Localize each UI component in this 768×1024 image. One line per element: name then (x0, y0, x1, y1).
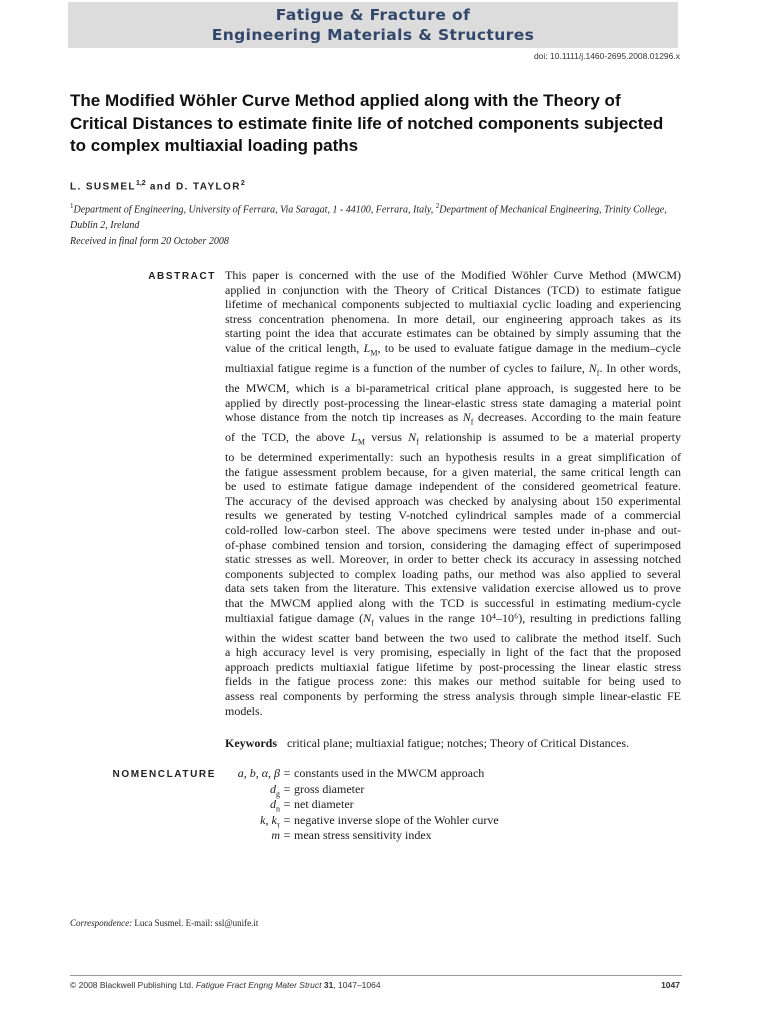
keywords-label: Keywords (225, 736, 277, 750)
abstract-line: approach predicts multiaxial fatigue lifetime by post-processing the linear elastic stress (225, 659, 681, 674)
nomenclature-definition: gross diameter (294, 781, 365, 796)
abstract-line: of-phase combined tension and torsion, considering the damaging effect of superimposed (225, 537, 681, 552)
abstract-line: the MWCM, which is a bi-parametrical critical plane approach, is suggested here to be (225, 380, 681, 395)
equals-sign: = (283, 766, 291, 780)
author-name[interactable]: D. TAYLOR (176, 181, 241, 193)
page-number: 1047 (661, 980, 680, 990)
abstract-line: starting point the idea that accurate estimates can be obtained by simply assuming that the (225, 326, 681, 341)
author-affil-marker: 2 (240, 180, 245, 187)
abstract-line: within the widest scatter band between the two used to calibrate the method itself. Such (225, 630, 681, 645)
nomenclature-symbol: k, $k_\tau$ (260, 812, 280, 830)
abstract-line: applied in conjunction with the Theory of Critical Distances (TCD) to estimate fatigue (225, 282, 681, 297)
author-conjunction: and (145, 181, 177, 193)
abstract-line: multiaxial fatigue regime is a function of the number of cycles to failure, $N_f$. In other words, (225, 360, 682, 378)
abstract-line: the fatigue assessment problem because, for a given material, the same critical length can (225, 464, 681, 479)
abstract-line: value of the critical length, $L_M$, to be used to evaluate fatigue damage in the medium–cycle (225, 340, 681, 358)
abstract-line: components subjected to complex loading paths, our method was also applied to several (225, 566, 681, 581)
abstract-line: cold-rolled low-carbon steel. The above specimens were tested under in-phase and out- (225, 523, 681, 538)
abstract-line: of the TCD, the above $L_M$ versus $N_f$ relationship is assumed to be a material property (225, 430, 681, 447)
author-affil-marker: 1,2 (135, 180, 146, 187)
footer-copyright: © 2008 Blackwell Publishing Ltd. (70, 980, 196, 990)
abstract-line: results we generated by testing V-notched cylindrical samples made of a commercial (225, 508, 681, 523)
abstract-line: stress concentration phenomena. In more detail, our engineering approach takes as its (225, 311, 681, 326)
journal-title-line-2: Engineering Materials & Structures (211, 26, 535, 44)
abstract-line: lifetime of mechanical components subjected to multiaxial cyclic loading and experiencing (225, 297, 681, 312)
equals-sign: = (283, 797, 291, 812)
abstract-line: whose distance from the notch tip increases as $N_f$ decreases. According to the main feature (225, 410, 682, 427)
abstract-line: models. (225, 703, 263, 718)
equals-sign: = (283, 781, 291, 796)
nomenclature-item (186, 766, 606, 782)
correspondence-note (70, 918, 258, 928)
abstract-line: applied by directly post-processing the linear-elastic stress state damaging a material point (225, 395, 681, 410)
journal-banner (68, 2, 678, 48)
nomenclature-definition: negative inverse slope of the Wohler curve (294, 812, 499, 827)
nomenclature-item (186, 797, 606, 813)
abstract-line: a high accuracy level is very promising, especially in light of the fact that the proposed (225, 645, 681, 660)
nomenclature-item (186, 828, 606, 844)
correspondence-text[interactable]: Luca Susmel. E-mail: ssl@unife.it (132, 918, 259, 928)
nomenclature-heading: NOMENCLATURE (112, 769, 216, 780)
abstract-line: be used to estimate fatigue damage independent of the considered geometrical feature. (225, 479, 681, 494)
nomenclature-symbol: $d_n$ (270, 797, 280, 814)
abstract-line: The accuracy of the devised approach was checked by analysing about 150 experimental (225, 493, 681, 508)
abstract-line: data sets taken from the literature. This extensive validation exercise allowed us to prove (225, 581, 681, 596)
abstract-line: to be determined experimentally: such an hypothesis results in a great simplification of (225, 450, 681, 465)
nomenclature-definition: mean stress sensitivity index (294, 828, 432, 843)
abstract-line: assess real components by performing the stress analysis through simple linear-elastic FE (225, 688, 681, 703)
equals-sign: = (283, 812, 291, 827)
nomenclature-symbol: $d_g$ (270, 781, 280, 798)
abstract-text (225, 268, 681, 718)
keywords-text: critical plane; multiaxial fatigue; notches; Theory of Critical Distances. (287, 736, 629, 750)
correspondence-label: Correspondence: (70, 918, 133, 928)
nomenclature-symbol: m (271, 828, 280, 843)
affiliations (70, 198, 682, 234)
nomenclature-list (186, 766, 606, 844)
abstract-line: multiaxial fatigue damage ($N_f$ values in the range 10⁴–10⁶), resulting in predictions falling (225, 610, 682, 628)
author-line (70, 180, 245, 192)
page-footer (70, 980, 682, 990)
nomenclature-definition: net diameter (294, 797, 354, 812)
nomenclature-definition: constants used in the MWCM approach (294, 766, 485, 780)
affil-marker: 2 (435, 202, 440, 210)
nomenclature-item (186, 813, 606, 829)
nomenclature-item (186, 782, 606, 798)
keywords-block (225, 736, 685, 751)
footer-volume: 31 (321, 980, 334, 990)
journal-title-line-1: Fatigue & Fracture of (275, 6, 471, 24)
abstract-line: This paper is concerned with the use of the Modified Wöhler Curve Method (MWCM) (225, 268, 681, 282)
abstract-line: fields in the fatigue process zone: this makes our method suitable for being used to (225, 674, 681, 689)
abstract-line: static stresses as well. Moreover, in order to better check its accuracy in assessing notched (225, 552, 681, 567)
affiliation-text: Department of Mechanical Engineering, Trinity College, Dublin 2, Ireland (70, 204, 667, 232)
footer-journal: Fatigue Fract Engng Mater Struct (195, 980, 322, 990)
affiliation-text: Department of Engineering, University of Ferrara, Via Saragat, 1 - 44100, Ferrara, Italy, (73, 204, 436, 216)
received-date: Received in final form 20 October 2008 (70, 236, 229, 247)
affil-marker: 1 (70, 202, 74, 210)
author-name[interactable]: L. SUSMEL (70, 181, 136, 193)
footer-divider (70, 975, 682, 976)
footer-pages: , 1047–1064 (333, 980, 381, 990)
equals-sign: = (283, 828, 291, 843)
abstract-heading: ABSTRACT (148, 271, 216, 282)
abstract-line: that the MWCM applied along with the TCD is successful in estimating medium-cycle (225, 596, 681, 611)
nomenclature-symbol: a, b, α, β (237, 766, 280, 780)
doi-link[interactable]: doi: 10.1111/j.1460-2695.2008.01296.x (533, 51, 680, 61)
article-title: The Modified Wöhler Curve Method applied along with the Theory of Critical Distances to estimate finite life of notched components subjected to complex multiaxial loading paths (70, 91, 664, 155)
